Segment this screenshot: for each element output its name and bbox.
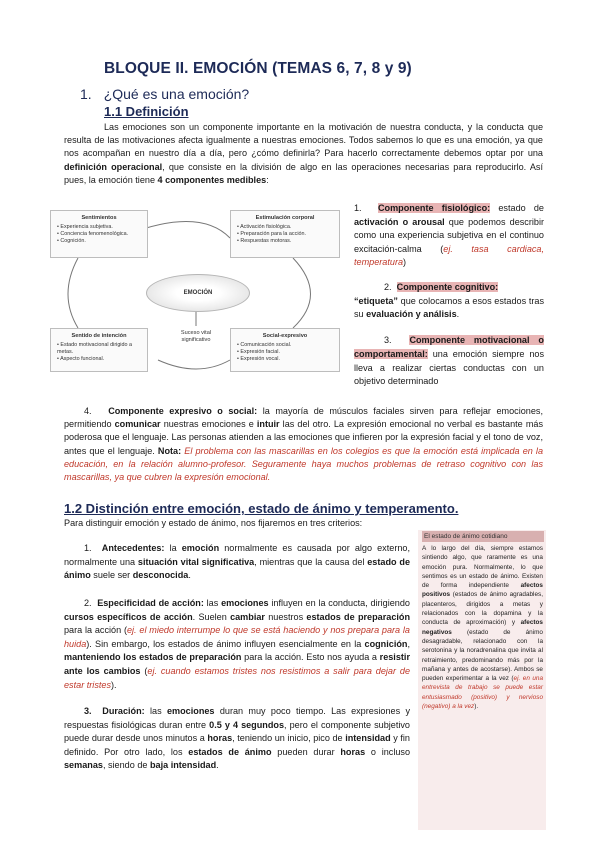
bold-text: cognición	[364, 638, 408, 649]
text: , teniendo un inicio, pico de	[232, 733, 346, 744]
note-text: El problema con las mascarillas en los colegios es que la emoción está implicada en la educación, en la relación alumno-profesor. Seguramente haya muchos problemas de retraso cognitivo con las mascarillas, ya que cubren la expresión emocional.	[64, 445, 544, 483]
box-title: Sentimientos	[81, 215, 117, 221]
text: y fin definido. Por otro lado, los	[64, 733, 410, 757]
text: A lo largo del día, siempre estamos sintiendo algo, que raramente es una emoción pura. Normalmente, lo que sentimos es un estado de ánimo. Existen de forma independiente	[422, 545, 543, 590]
box-item: • Aspecto funcional.	[57, 356, 105, 362]
box-item: • Cognición.	[57, 238, 86, 244]
distinction-intro: Para distinguir emoción y estado de ánimo, nos fijaremos en tres criterios:	[64, 518, 363, 528]
text: pueden durar	[271, 746, 341, 757]
criterion-1-label: Antecedentes:	[101, 543, 165, 553]
text: la	[164, 543, 182, 553]
bold-text: cambiar	[230, 611, 265, 622]
box-intencion	[50, 328, 148, 372]
center-emocion: EMOCIÓN	[146, 274, 250, 312]
box-item: • Expresión vocal.	[237, 356, 280, 362]
criterion-1	[64, 542, 410, 583]
text: , pero el componente subjetivo puede durar desde unos minutos a	[64, 719, 410, 744]
text: que colocamos a esos estados tras su	[354, 295, 544, 320]
criterion-3	[64, 705, 410, 773]
text: para la acción (	[64, 625, 127, 636]
bold-text: comunicar	[114, 419, 161, 430]
component-2-label: Componente cognitivo:	[396, 282, 499, 292]
component-3-label: Componente motivacional o comportamental:	[354, 335, 544, 359]
note-label: Nota:	[157, 445, 182, 456]
text: duran muy poco tiempo. Las expresiones y respuestas fisiológicas duran entre	[64, 706, 410, 730]
component-2	[354, 281, 544, 322]
text: para la acción. Esto nos ayuda a	[241, 652, 380, 663]
example-text: ej. en una entrevista de trabajo se puede estar entusiasmado (positivo) y nervioso (negativo) a la vez	[422, 675, 543, 711]
box-item: • Comunicación social.	[237, 342, 292, 348]
text: ,	[407, 638, 410, 649]
suceso-vital-label: Suceso vital significativo	[180, 330, 212, 343]
text: suele ser	[90, 570, 133, 581]
example-text: ej. cuando estamos tristes nos resistimos a salir para dejar de estar tristes	[64, 665, 410, 690]
bold-text: desconocida	[132, 570, 189, 581]
example-text: ej. tasa cardiaca, temperatura	[354, 243, 545, 268]
bold-text: estado de ánimo	[64, 556, 410, 581]
example-text: ej. el miedo interrumpe lo que se está haciendo y nos prepara para la huida	[64, 625, 410, 649]
text: que podemos describir como una experiencia subjetiva en el continuo excitación-calma (	[354, 216, 545, 254]
text: estado de	[490, 203, 544, 213]
bold-text: emociones	[221, 598, 269, 608]
text: normalmente es causada por algo externo, normalmente una	[64, 543, 410, 567]
box-item: • Respuestas motoras.	[237, 238, 292, 244]
criterion-2-label: Especificidad de acción:	[97, 598, 204, 608]
box-title: Estimulación corporal	[255, 215, 315, 221]
document-title: BLOQUE II. EMOCIÓN (TEMAS 6, 7, 8 y 9)	[104, 60, 412, 77]
bold-text: 0.5 y 4 segundos	[209, 719, 285, 730]
text: ).	[111, 679, 117, 690]
arrow-right	[293, 258, 311, 328]
text: las	[144, 706, 167, 716]
bold-text: manteniendo los estados de preparación	[64, 652, 242, 663]
box-title: Social-expresivo	[262, 333, 308, 339]
item-number: 3.	[384, 335, 392, 345]
item-number: 4.	[84, 406, 92, 416]
bold-text: emociones	[166, 706, 215, 716]
text: )	[403, 257, 407, 268]
bold-text: activación o arousal	[354, 216, 445, 227]
arrow-bottom	[158, 360, 230, 369]
box-estimulacion	[230, 210, 340, 258]
component-1-label: Componente fisiológico:	[377, 203, 491, 213]
text: ).	[474, 703, 479, 711]
box-item: • Conciencia fenomenológica.	[57, 231, 129, 237]
component-1	[354, 202, 544, 270]
text: una emoción siempre nos lleva a realizar ciertas conductas con un objetivo determinado	[354, 348, 544, 387]
subsection-heading-definition: 1.1 Definición	[104, 104, 189, 119]
text: ). Sin embargo, los estados de ánimo influyen esencialmente en la	[86, 638, 365, 649]
bold-text: estados de preparación	[306, 611, 411, 622]
section-heading	[80, 86, 249, 102]
section-label: ¿Qué es una emoción?	[103, 86, 250, 102]
intro-bold-1: definición operacional	[64, 161, 163, 172]
bold-text: resistir ante los cambios	[64, 652, 410, 676]
text: (	[140, 665, 148, 676]
box-item: • Preparación para la acción.	[237, 231, 307, 237]
box-item: • Experiencia subjetiva.	[57, 224, 113, 230]
text: . Suelen	[192, 611, 231, 622]
component-3	[354, 334, 544, 389]
box-item: • Estado motivacional dirigido a metas.	[57, 342, 133, 355]
text: nuestros	[264, 611, 307, 622]
box-item: • Activación fisiológica.	[237, 224, 292, 230]
text: , siendo de	[102, 760, 150, 771]
text: (estados de ánimo agradables, placenteros, dirigidos a metas y relacionados con la dopamina y la conducta de aproximación) y	[422, 591, 543, 627]
text: la mayoría de músculos faciales sirven para reflejar emociones, permitiendo	[64, 406, 543, 430]
intro-text-2: , que consiste en la división de algo en las operaciones necesarias para reproducirlo. Así pues, la emoción tiene	[64, 161, 543, 185]
text: influyen en la conducta, dirigiendo	[268, 598, 410, 608]
bold-text: intuir	[256, 419, 280, 430]
bold-text: horas	[340, 746, 366, 757]
emotion-diagram	[48, 200, 346, 378]
text: , mientras que la causa del	[254, 556, 368, 567]
intro-text-1: Las emociones son un componente importante en la motivación de nuestra conducta, y la conducta que resulta de las motivaciones afecta igualmente a nuestras emociones. Todos sabemos lo que es una emoción, ya que nos acompañan en nuestro día a día, pero ¿cómo definirla? Para hacerlo correctamente debemos optar por una	[64, 122, 543, 159]
bold-text: semanas	[64, 760, 103, 771]
criterion-3-label: Duración:	[102, 706, 145, 716]
sidebox-title: El estado de ánimo cotidiano	[422, 531, 544, 542]
section-number: 1.	[80, 86, 92, 102]
bold-text: situación vital significativa	[137, 556, 255, 567]
box-title: Sentido de intención	[71, 333, 127, 339]
text: .	[188, 570, 191, 581]
bold-text: afectos positivos	[422, 582, 543, 599]
item-number: 2.	[384, 282, 392, 292]
text: .	[216, 760, 219, 771]
item-number: 1.	[84, 543, 92, 553]
bold-text: emoción	[181, 543, 220, 553]
subsection-heading-distinction: 1.2 Distinción entre emoción, estado de ánimo y temperamento.	[64, 501, 459, 516]
intro-text-3: :	[266, 174, 269, 185]
bold-text: evaluación y análisis	[366, 309, 457, 320]
box-item: • Expresión facial.	[237, 349, 280, 355]
bold-text: cursos específicos de acción	[64, 611, 193, 622]
bold-text: “etiqueta”	[354, 295, 398, 306]
box-sentimientos	[50, 210, 148, 258]
box-social	[230, 328, 340, 372]
arrow-left	[68, 258, 78, 328]
text: o incluso	[365, 746, 410, 757]
text: .	[456, 309, 460, 320]
sidebox-text	[422, 544, 543, 711]
bold-text: baja intensidad	[149, 760, 217, 771]
bold-text: afectos negativos	[422, 619, 543, 636]
intro-bold-2: 4 componentes medibles	[157, 174, 267, 185]
component-4-label: Componente expresivo o social:	[108, 406, 258, 416]
bold-text: intensidad	[345, 733, 391, 744]
item-number: 3.	[84, 706, 92, 716]
bold-text: estados de ánimo	[188, 746, 272, 757]
item-number: 2.	[84, 598, 92, 608]
text: las	[203, 598, 222, 608]
text: (estado de ánimo desagradable, relacionado con la serotonina y la noradrenalina que invita al retraimiento, predominando más por la mañana y antes de acostarse). Ambos se pueden experimentar a la vez (	[422, 628, 543, 683]
bold-text: horas	[207, 733, 233, 744]
item-number: 1.	[354, 203, 362, 213]
text: las del otro. La expresión emocional no verbal es bastante más poderosa que el lenguaje. Las personas atienden a las emociones que infieren por la expresión facial y el tono de voz, antes que el lenguaje.	[64, 419, 543, 456]
text: nuestras emociones e	[160, 419, 257, 430]
intro-paragraph	[64, 121, 543, 187]
component-4	[64, 405, 543, 484]
criterion-2	[64, 597, 410, 692]
